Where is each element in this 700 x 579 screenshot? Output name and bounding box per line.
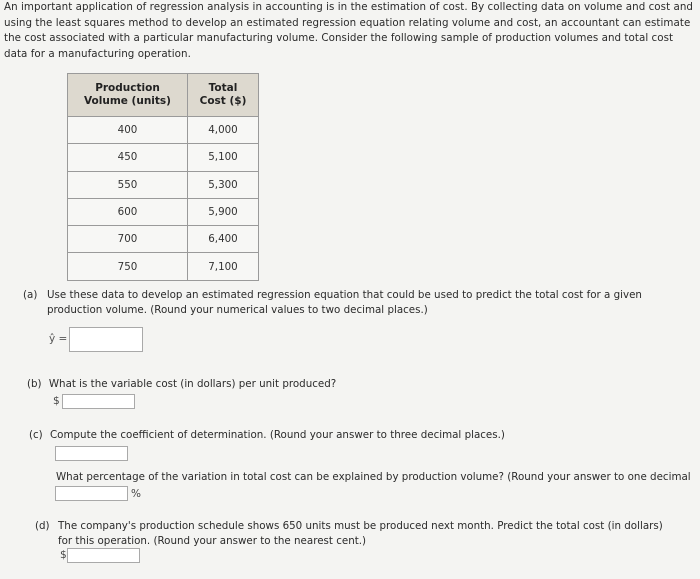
- table-row: [68, 171, 259, 198]
- question-d-text: The company's production schedule shows 650 units must be produced next month. Predict the total cost (in dollars) for this operation. (Round your answer to the nearest cent.): [58, 520, 663, 547]
- volume-cell: 700: [68, 226, 188, 253]
- cost-cell: 4,000: [188, 117, 259, 144]
- question-d: [35, 519, 675, 549]
- question-c-label: (c): [29, 429, 43, 441]
- volume-cell: 600: [68, 198, 188, 225]
- question-c-text: Compute the coefficient of determination. (Round your answer to three decimal places.): [49, 429, 505, 441]
- question-b-label: (b): [27, 378, 42, 390]
- header-production-volume: Production Volume (units): [68, 74, 188, 117]
- cost-cell: 5,900: [188, 198, 259, 225]
- cost-cell: 7,100: [188, 253, 259, 280]
- volume-cell: 400: [68, 117, 188, 144]
- question-c-sub: What percentage of the variation in total cost can be explained by production volume? (Round your answer to one decimal: [56, 471, 691, 483]
- question-a-label: (a): [23, 289, 38, 301]
- table-row: [68, 117, 259, 144]
- question-b-text: What is the variable cost (in dollars) per unit produced?: [48, 378, 337, 390]
- percent-sign: %: [131, 488, 141, 500]
- volume-cell: 750: [68, 253, 188, 280]
- data-table: [67, 73, 259, 281]
- cost-cell: 5,300: [188, 171, 259, 198]
- problem-intro: An important application of regression analysis in accounting is in the estimation of cost. By collecting data on volume and cost and using the least squares method to develop an estimated regression equation relating volume and cost, an accountant can estimate the cost associated with a particular manufacturing volume. Consider the following sample of production volumes and total cost data for a manufacturing operation.: [4, 1, 694, 60]
- table-row: [68, 226, 259, 253]
- question-c: [29, 428, 669, 443]
- table-row: [68, 198, 259, 225]
- predicted-total-cost-input[interactable]: [67, 548, 140, 563]
- question-d-label: (d): [35, 520, 50, 532]
- header-total-cost: Total Cost ($): [188, 74, 259, 117]
- cost-cell: 5,100: [188, 144, 259, 171]
- question-b: [27, 377, 667, 392]
- question-a: [23, 288, 683, 318]
- coefficient-of-determination-input[interactable]: [55, 446, 128, 461]
- volume-cell: 450: [68, 144, 188, 171]
- cost-cell: 6,400: [188, 226, 259, 253]
- dollar-sign-b: $: [53, 395, 60, 407]
- table-row: [68, 144, 259, 171]
- table-row: [68, 253, 259, 280]
- regression-equation-input[interactable]: [69, 327, 143, 352]
- variable-cost-input[interactable]: [62, 394, 135, 409]
- question-a-text: Use these data to develop an estimated regression equation that could be used to predict the total cost for a given production volume. (Round your numerical values to two decimal places.): [47, 289, 642, 316]
- percentage-explained-input[interactable]: [55, 486, 128, 501]
- volume-cell: 550: [68, 171, 188, 198]
- dollar-sign-d: $: [60, 549, 67, 561]
- y-hat-label: ŷ =: [49, 333, 68, 345]
